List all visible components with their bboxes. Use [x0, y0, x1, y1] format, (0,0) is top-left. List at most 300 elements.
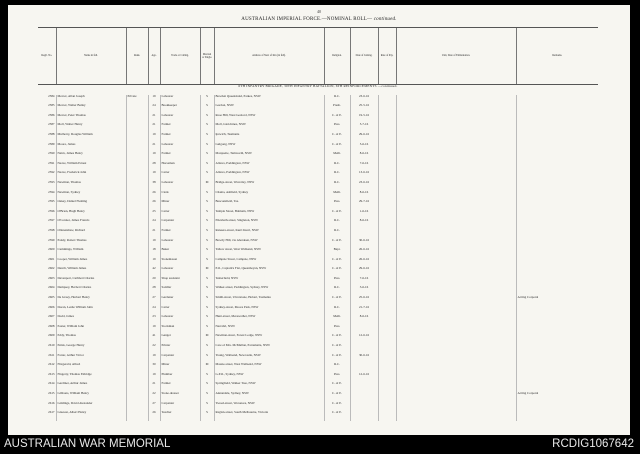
cell-date [350, 392, 378, 402]
cell-ms: S [200, 411, 214, 421]
cell-no: 2613 [48, 372, 55, 376]
cell-religion: R.C. [324, 95, 350, 105]
table-row [38, 267, 598, 277]
cell-name: Gardiner, Arthur James [56, 382, 126, 392]
cell-date: 8-6-16 [350, 191, 378, 201]
cell-trade: Labourer [160, 95, 200, 105]
cell-ms: S [200, 277, 214, 287]
cell-rank [126, 171, 148, 181]
cell-trade: Carter [160, 171, 200, 181]
cell-remarks [516, 123, 598, 133]
cell-religion: Pres. [324, 373, 350, 383]
cell-empty [396, 114, 516, 124]
cell-religion: R.C. [324, 363, 350, 373]
cell-remarks [516, 258, 598, 268]
cell-empty [396, 392, 516, 402]
cell-empty [378, 171, 396, 181]
table-row [38, 162, 598, 172]
cell-name: Ennis, George Henry [56, 344, 126, 354]
cell-date: 19-5-16 [350, 114, 378, 124]
cell-ms: S [200, 315, 214, 325]
cell-rank [126, 133, 148, 143]
cell-ms: S [200, 152, 214, 162]
cell-address: Newman-street, Forest Lodge, NSW [214, 334, 324, 344]
cell-address: Ipswich, Tasmania [214, 133, 324, 143]
table-row [38, 123, 598, 133]
cell-ms: S [200, 306, 214, 316]
cell-rank [126, 104, 148, 114]
cell-empty [378, 133, 396, 143]
cell-rank [126, 191, 148, 201]
cell-religion: Pres. [324, 325, 350, 335]
cell-no: 2604 [48, 286, 55, 290]
cell-age: 30 [148, 363, 160, 373]
cell-empty [396, 191, 516, 201]
cell-no: 2593 [48, 180, 55, 184]
cell-remarks [516, 286, 598, 296]
cell-remarks [516, 152, 598, 162]
cell-rank [126, 200, 148, 210]
table-row [38, 411, 598, 421]
cell-empty [378, 123, 396, 133]
cell-age: 19 [148, 373, 160, 383]
cell-name: Cummings, William [56, 248, 126, 258]
cell-address: Tenterfield, NSW [214, 277, 324, 287]
table-row [38, 392, 598, 402]
cell-age: 24 [148, 306, 160, 316]
table-row [38, 210, 598, 220]
cell-empty [378, 162, 396, 172]
cell-age: 21 [148, 382, 160, 392]
cell-empty [378, 325, 396, 335]
cell-religion: R.C. [324, 162, 350, 172]
cell-age: 21 [148, 114, 160, 124]
cell-address: Massie-street, West Wallsend, NSW [214, 363, 324, 373]
cell-rank [126, 306, 148, 316]
cell-religion: Presb. [324, 104, 350, 114]
table-row [38, 219, 598, 229]
cell-empty [396, 143, 516, 153]
cell-no: 2606 [48, 305, 55, 309]
cell-remarks [516, 162, 598, 172]
cell-date: 25-6-16 [350, 296, 378, 306]
cell-remarks [516, 411, 598, 421]
cell-empty [396, 334, 516, 344]
cell-empty [378, 277, 396, 287]
cell-name: Davenport, Cuthbert Charles [56, 277, 126, 287]
cell-religion: R.C. [324, 286, 350, 296]
cell-no: 2615 [48, 392, 55, 395]
cell-remarks [516, 104, 598, 114]
column-header: Religion. [324, 28, 350, 85]
cell-trade: Farmer [160, 152, 200, 162]
cell-name: Newman, Thomas [56, 181, 126, 191]
cell-empty [378, 219, 396, 229]
column-header: Married or Single. [200, 28, 214, 85]
cell-date: 13-6-16 [350, 171, 378, 181]
cell-empty [378, 104, 396, 114]
cell-ms: S [200, 248, 214, 258]
cell-trade: Miner [160, 363, 200, 373]
cell-rank [126, 382, 148, 392]
cell-empty [378, 373, 396, 383]
cell-empty [396, 258, 516, 268]
cell-address: Bowdy Hill, via Aberdeen, NSW [214, 239, 324, 249]
cell-empty [378, 191, 396, 201]
cell-religion: C. of E. [324, 392, 350, 402]
table-row [38, 373, 598, 383]
cell-date: 25-5-16 [350, 104, 378, 114]
cell-rank [126, 219, 148, 229]
cell-religion: R.C. [324, 171, 350, 181]
cell-empty [378, 248, 396, 258]
cell-religion: R.C. [324, 229, 350, 239]
cell-date: 29-6-16 [350, 133, 378, 143]
cell-empty [396, 133, 516, 143]
cell-age: 21 [148, 229, 160, 239]
cell-remarks: Acting Corporal [516, 392, 598, 402]
cell-name: Neave, Frederick John [56, 171, 126, 181]
cell-ms: S [200, 382, 214, 392]
cell-age: 22 [148, 392, 160, 402]
column-header: Date of Joining. [350, 28, 378, 85]
cell-empty [378, 239, 396, 249]
cell-remarks [516, 306, 598, 316]
cell-address: Raglan-street, South Melbourne, Victoria [214, 411, 324, 421]
table-row [38, 95, 598, 105]
cell-date: 7-6-16 [350, 162, 378, 172]
cell-empty [396, 354, 516, 364]
cell-trade: Carter [160, 306, 200, 316]
table-row [38, 133, 598, 143]
cell-empty [378, 306, 396, 316]
cell-trade: Stockman [160, 325, 200, 335]
cell-trade: Labourer [160, 267, 200, 277]
roll-page [8, 5, 630, 435]
cell-empty [396, 123, 516, 133]
cell-age: 19 [148, 258, 160, 268]
cell-remarks [516, 315, 598, 325]
cell-trade: Saddler [160, 286, 200, 296]
table-row [38, 152, 598, 162]
cell-rank [126, 277, 148, 287]
cell-ms: S [200, 191, 214, 201]
cell-ms: S [200, 402, 214, 412]
cell-empty [396, 210, 516, 220]
cell-empty [378, 95, 396, 105]
cell-trade: Carpenter [160, 402, 200, 412]
cell-no: 2591 [48, 161, 55, 165]
cell-empty [378, 181, 396, 191]
table-row [38, 171, 598, 181]
cell-no: 2614 [48, 382, 55, 386]
cell-age: 25 [148, 210, 160, 220]
cell-empty [396, 286, 516, 296]
cell-name: Dodd, James [56, 315, 126, 325]
table-row [38, 248, 598, 258]
cell-age: 21 [148, 123, 160, 133]
cell-ms: S [200, 325, 214, 335]
cell-empty [378, 143, 396, 153]
cell-religion: Pres. [324, 277, 350, 287]
cell-age: 23 [148, 315, 160, 325]
cell-ms: M [200, 181, 214, 191]
table-row [38, 143, 598, 153]
cell-date: 1-6-16 [350, 210, 378, 220]
cell-trade: Farmer [160, 133, 200, 143]
cell-no: 2607 [48, 315, 55, 319]
cell-address: G.P.O., Sydney, NSW [214, 373, 324, 383]
cell-empty [396, 306, 516, 316]
cell-age: 19 [148, 171, 160, 181]
cell-no: 2590 [48, 152, 55, 156]
cell-date: 21-7-16 [350, 306, 378, 316]
cell-age: 26 [148, 191, 160, 201]
cell-no: 2586 [48, 113, 55, 117]
cell-remarks [516, 229, 598, 239]
cell-remarks [516, 382, 598, 392]
cell-no: 2585 [48, 104, 55, 108]
cell-name: Farrar, Arthur Victor [56, 354, 126, 364]
cell-address: Narrabri, NSW [214, 325, 324, 335]
cell-remarks [516, 143, 598, 153]
cell-rank [126, 315, 148, 325]
cell-address: Allawa, Paddington, NSW [214, 171, 324, 181]
cell-ms: S [200, 123, 214, 133]
cell-address: Tweed-street, Woronora, NSW [214, 402, 324, 412]
cell-name: Fitzgerald, Alfred [56, 363, 126, 373]
cell-date [350, 229, 378, 239]
table-row [38, 239, 598, 249]
cell-no: 2616 [48, 401, 55, 405]
cell-religion: Meth. [324, 191, 350, 201]
cell-ms: S [200, 354, 214, 364]
cell-no: 2617 [48, 411, 55, 415]
cell-name: Newman, Sydney [56, 191, 126, 201]
cell-ms: M [200, 267, 214, 277]
cell-ms: M [200, 334, 214, 344]
table-row [38, 382, 598, 392]
cell-religion: Meth. [324, 152, 350, 162]
cell-rank [126, 267, 148, 277]
cell-trade: Farmer [160, 229, 200, 239]
cell-no: 2584 [48, 94, 55, 98]
cell-date: 26-6-16 [350, 258, 378, 268]
cell-religion: C. of E. [324, 354, 350, 364]
cell-trade: Labourer [160, 114, 200, 124]
cell-empty [396, 104, 516, 114]
cell-trade: Labourer [160, 239, 200, 249]
cell-name: Fingerty, Thomas Eldridge [56, 373, 126, 383]
cell-name: Dempsey, Herbert Charles [56, 286, 126, 296]
cell-name: Moore, James [56, 143, 126, 153]
cell-religion: C. of E. [324, 382, 350, 392]
cell-religion: C. of E. [324, 296, 350, 306]
cell-no: 2598 [48, 228, 55, 232]
cell-ms: S [200, 133, 214, 143]
cell-rank [126, 123, 148, 133]
page-title [8, 17, 630, 22]
cell-no: 2608 [48, 324, 55, 328]
table-row [38, 354, 598, 364]
page-number: 40 [317, 9, 321, 14]
table-row [38, 306, 598, 316]
cell-empty [396, 229, 516, 239]
cell-date: 30-6-16 [350, 354, 378, 364]
cell-ms: S [200, 200, 214, 210]
cell-address: Care of Mrs. McMullan, Parramatta, NSW [214, 344, 324, 354]
cell-ms: M [200, 363, 214, 373]
cell-no: 2587 [48, 123, 55, 127]
cell-empty [378, 382, 396, 392]
cell-empty [378, 296, 396, 306]
cell-address: Young, Wallsend, Newcastle, NSW [214, 354, 324, 364]
cell-name: O'Brien, Hugh Henry [56, 210, 126, 220]
cell-trade: Stone-dresser [160, 392, 200, 402]
cell-name: Easter, William John [56, 325, 126, 335]
table-row [38, 296, 598, 306]
cell-address: Moll, Glen Innes, NSW [214, 123, 324, 133]
cell-empty [396, 373, 516, 383]
cell-rank [126, 152, 148, 162]
cell-rank [126, 325, 148, 335]
cell-empty [396, 411, 516, 421]
cell-religion: Meth. [324, 315, 350, 325]
cell-date: 30-6-16 [350, 239, 378, 249]
cell-name: Pandy, Robert Thomas [56, 239, 126, 249]
cell-rank [126, 296, 148, 306]
cell-name: Giddings, David Alexander [56, 402, 126, 412]
cell-religion: C. of E. [324, 402, 350, 412]
cell-name: Oakey, Daniel Fleming [56, 200, 126, 210]
cell-empty [396, 200, 516, 210]
column-header: Name in full. [56, 28, 126, 85]
cell-name: De Jersey, Herbert Henry [56, 296, 126, 306]
cell-date: 7-6-16 [350, 277, 378, 287]
cell-no: 2612 [48, 363, 55, 367]
cell-ms: S [200, 229, 214, 239]
cell-ms: S [200, 373, 214, 383]
cell-trade: Teacher [160, 411, 200, 421]
cell-religion: Pres. [324, 123, 350, 133]
cell-religion: R.C. [324, 181, 350, 191]
cell-address: P.O., Captain's Flat, Queanbeyan, NSW [214, 267, 324, 277]
cell-trade: Shop assistant [160, 277, 200, 287]
cell-empty [396, 171, 516, 181]
cell-rank [126, 258, 148, 268]
cell-religion: C. of E. [324, 411, 350, 421]
cell-empty [396, 152, 516, 162]
footer-source: AUSTRALIAN WAR MEMORIAL [4, 438, 171, 450]
cell-religion: C. of E. [324, 267, 350, 277]
cell-empty [396, 315, 516, 325]
cell-age: 24 [148, 219, 160, 229]
cell-address: Chanta, Ashfield, Sydney [214, 191, 324, 201]
cell-empty [396, 162, 516, 172]
cell-trade: Clerk [160, 191, 200, 201]
cell-empty [396, 296, 516, 306]
cell-empty [396, 239, 516, 249]
cell-religion: C. of E. [324, 210, 350, 220]
cell-no: 2594 [48, 190, 55, 194]
table-row [38, 181, 598, 191]
cell-address: Beaconsfield, Tas. [214, 200, 324, 210]
cell-religion: C. of E. [324, 143, 350, 153]
cell-date: 5-7-16 [350, 123, 378, 133]
cell-age: 18 [148, 248, 160, 258]
cell-trade: Stonemason [160, 258, 200, 268]
cell-trade: Ganger [160, 334, 200, 344]
cell-name: Mulberry, Douglas William [56, 133, 126, 143]
cell-address: Sydney-street, Moore Park, NSW [214, 306, 324, 316]
cell-trade: Bookkeeper [160, 104, 200, 114]
cell-name: Gleeson, Albert Henry [56, 411, 126, 421]
column-header: Unit, Date of Embarkation. [396, 28, 516, 85]
cell-ms: S [200, 104, 214, 114]
cell-remarks [516, 210, 598, 220]
cell-ms: S [200, 219, 214, 229]
column-header: Age. [148, 28, 160, 85]
cell-address: Bridge-street, Waverley, NSW [214, 181, 324, 191]
cell-age: 19 [148, 133, 160, 143]
cell-date: 8-6-16 [350, 152, 378, 162]
cell-remarks [516, 181, 598, 191]
cell-trade: Gardener [160, 296, 200, 306]
cell-rank [126, 286, 148, 296]
cell-address: Smith-street, Ulverstone, Hobart, Tasmania [214, 296, 324, 306]
cell-rank [126, 392, 148, 402]
cell-empty [378, 402, 396, 412]
cell-no: 2610 [48, 344, 55, 348]
column-header: Address of Next of Kin (in full). [214, 28, 324, 85]
cell-ms: S [200, 239, 214, 249]
cell-trade: Miner [160, 200, 200, 210]
cell-name: Eddy, Thomas [56, 334, 126, 344]
table-row [38, 191, 598, 201]
cell-name: Mercer, Peter Thomas [56, 114, 126, 124]
cell-remarks [516, 219, 598, 229]
cell-age: 20 [148, 277, 160, 287]
cell-date: 12-6-16 [350, 334, 378, 344]
cell-empty [396, 325, 516, 335]
table-row [38, 277, 598, 287]
cell-empty [378, 392, 396, 402]
table-body [38, 85, 598, 421]
cell-rank [126, 373, 148, 383]
cell-name: Ollerenshaw, Richard [56, 229, 126, 239]
cell-date [350, 382, 378, 392]
cell-address: Tallow street, West Wallsend, NSW [214, 248, 324, 258]
cell-address: Temple Street, Balmain, NSW [214, 210, 324, 220]
cell-empty [396, 382, 516, 392]
cell-age: 19 [148, 95, 160, 105]
cell-address: Gulgong, NSW [214, 143, 324, 153]
cell-remarks [516, 402, 598, 412]
cell-rank [126, 229, 148, 239]
title-text: AUSTRALIAN IMPERIAL FORCE.—NOMINAL ROLL— [241, 17, 373, 22]
cell-religion: C. of E. [324, 344, 350, 354]
cell-address: Annandale, Sydney, NSW [214, 392, 324, 402]
cell-remarks [516, 325, 598, 335]
cell-date: 23-6-16 [350, 181, 378, 191]
cell-trade: Carpenter [160, 219, 200, 229]
cell-empty [378, 229, 396, 239]
cell-age: 27 [148, 402, 160, 412]
cell-no: 2600 [48, 248, 55, 252]
cell-empty [378, 210, 396, 220]
cell-religion: C. of E. [324, 239, 350, 249]
cell-remarks [516, 95, 598, 105]
